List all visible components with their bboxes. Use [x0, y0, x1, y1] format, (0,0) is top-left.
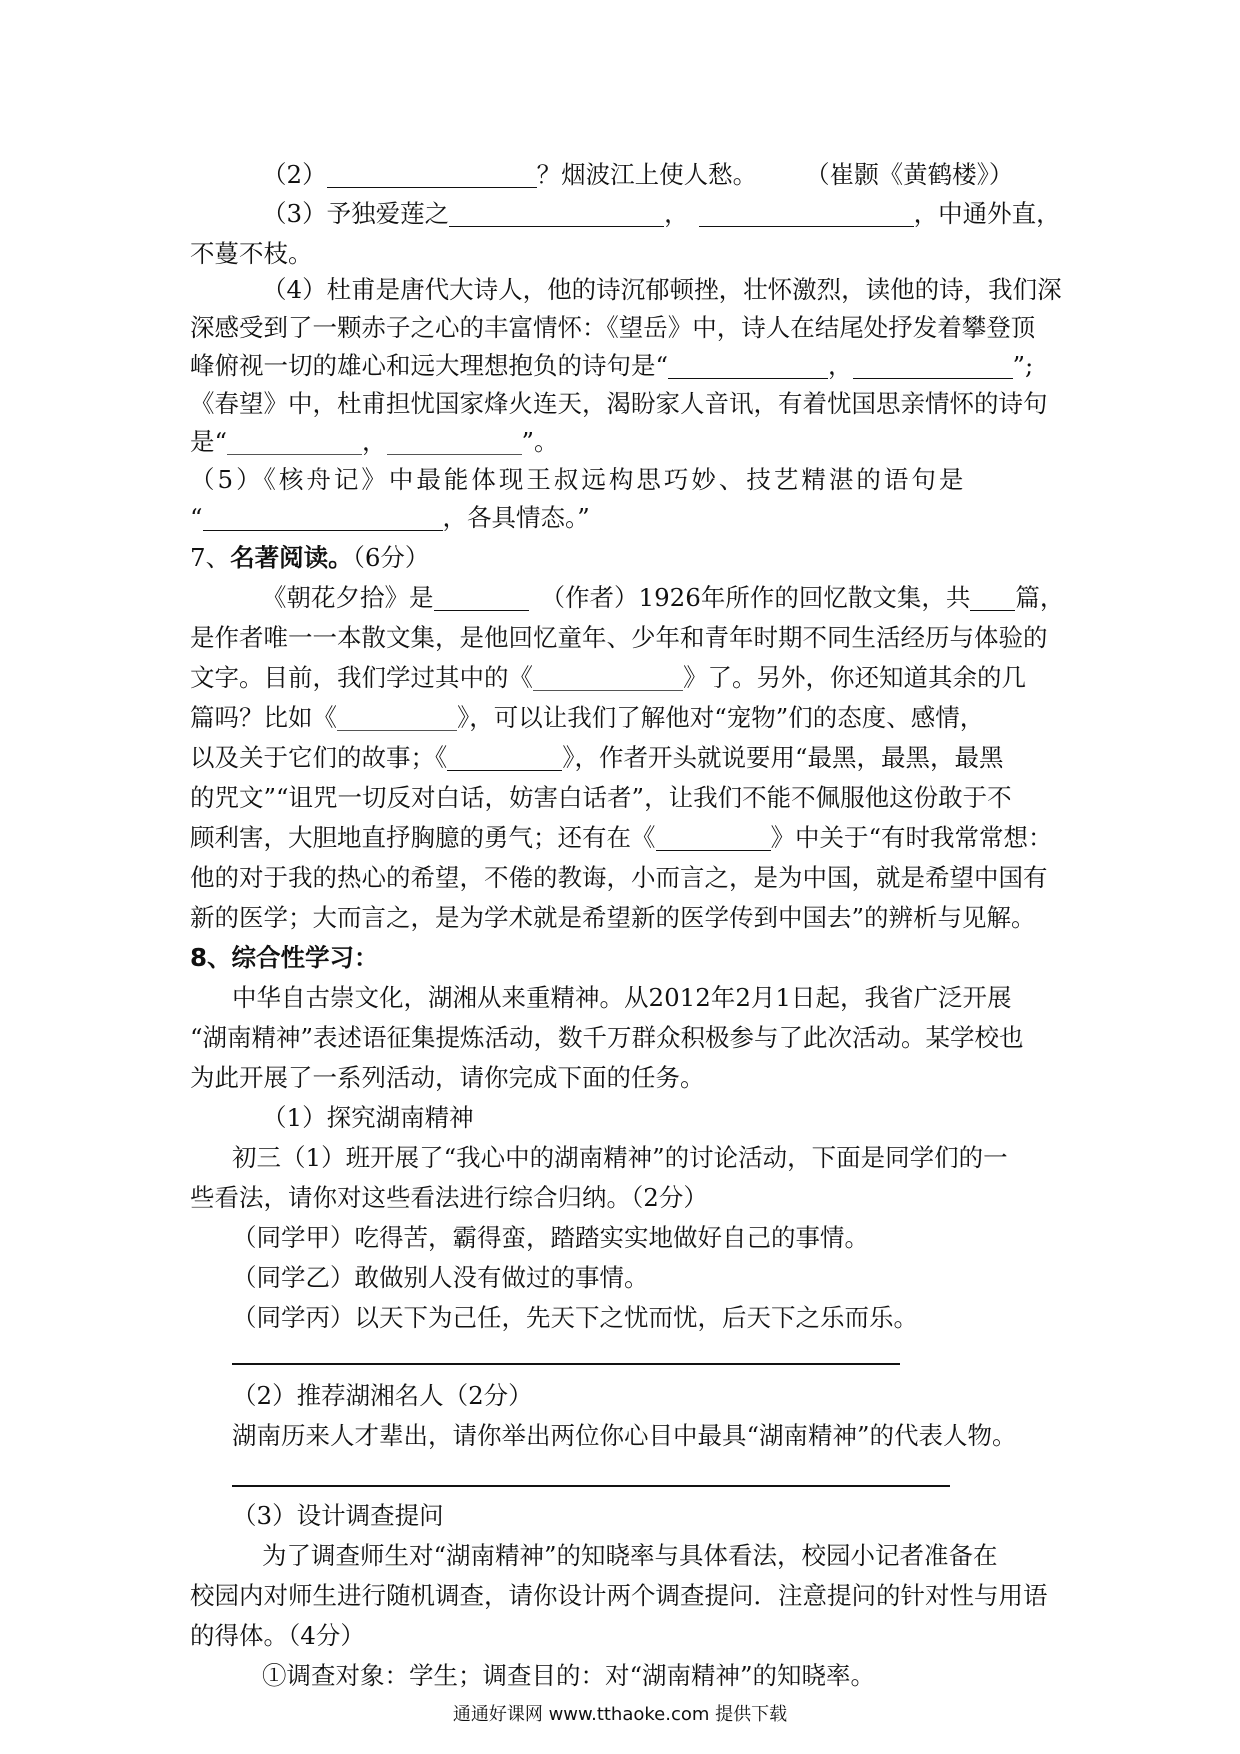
q8-s3-line2: 校园内对师生进行随机调查，请你设计两个调查提问．注意提问的针对性与用语	[190, 1581, 1048, 1610]
answer-blank[interactable]	[853, 352, 1013, 379]
q6-line-3-cont: 不蔓不枝。	[190, 239, 313, 268]
q8-s3-line3: 的得体。（4分）	[190, 1621, 365, 1650]
answer-blank[interactable]	[699, 200, 914, 227]
answer-blank[interactable]	[668, 352, 828, 379]
q6-p4-line2: 深感受到了一颗赤子之心的丰富情怀：《望岳》中，诗人在结尾处抒发着攀登顶	[190, 313, 1036, 342]
q8-s1-student-c: （同学丙）以天下为己任，先天下之忧而忧，后天下之乐而乐。	[232, 1303, 918, 1332]
q8-s3-line1: 为了调查师生对“湖南精神”的知晓率与具体看法，校园小记者准备在	[262, 1541, 998, 1570]
q8-title: 8、综合性学习：	[190, 943, 379, 972]
q6-line-2: （2） ？烟波江上使人愁。 （崔颢《黄鹤楼》）	[262, 160, 1014, 189]
answer-blank[interactable]	[327, 161, 537, 188]
q7-line4: 篇吗？比如《 》，可以让我们了解他对“宠物”们的态度、感情，	[190, 703, 985, 732]
q8-s1-title: （1）探究湖南精神	[262, 1103, 474, 1132]
q8-s1-line1: 初三（1）班开展了“我心中的湖南精神”的讨论活动，下面是同学们的一	[232, 1143, 1008, 1172]
q8-s1-student-a: （同学甲）吃得苦，霸得蛮，踏踏实实地做好自己的事情。	[232, 1223, 869, 1252]
answer-blank[interactable]	[533, 666, 683, 691]
answer-blank[interactable]	[203, 504, 443, 531]
answer-blank[interactable]	[447, 744, 562, 771]
q7-line5: 以及关于它们的故事；《 》，作者开头就说要用“最黑，最黑，最黑	[190, 743, 1004, 772]
answer-blank[interactable]	[387, 430, 522, 455]
q7-line9: 新的医学；大而言之，是为学术就是希望新的医学传到中国去”的辨析与见解。	[190, 903, 1036, 932]
page-footer: 通通好课网 www.tthaoke.com 提供下载	[452, 1704, 788, 1725]
count-blank[interactable]	[970, 584, 1015, 611]
q6-line-3: （3）予独爱莲之 ， ，中通外直，	[262, 199, 1061, 228]
answer-blank[interactable]	[656, 824, 771, 851]
q7-line7: 顾利害，大胆地直抒胸臆的勇气；还有在《 》中关于“有时我常常想：	[190, 823, 1053, 852]
answer-line[interactable]	[232, 1363, 900, 1365]
q6-p4-line5: 是“ ， ”。	[190, 427, 559, 456]
q8-s2-title: （2）推荐湖湘名人（2分）	[232, 1381, 533, 1410]
q6-p5-line1: （5）《核舟记》中最能体现王叔远构思巧妙、技艺精湛的语句是	[190, 465, 967, 494]
answer-blank[interactable]	[337, 706, 457, 731]
q8-intro2: “湖南精神”表述语征集提炼活动，数千万群众积极参与了此次活动。某学校也	[190, 1023, 1024, 1052]
q7-title: 7、名著阅读。（6分）	[190, 543, 430, 572]
q8-s1-line2: 些看法，请你对这些看法进行综合归纳。（2分）	[190, 1183, 708, 1212]
author-blank[interactable]	[434, 584, 529, 611]
q6-p4-line4: 《春望》中，杜甫担忧国家烽火连天，渴盼家人音讯，有着忧国思亲情怀的诗句	[190, 389, 1048, 418]
q7-line3: 文字。目前，我们学过其中的《 》了。另外，你还知道其余的几	[190, 663, 1026, 692]
q6-p4-line1: （4）杜甫是唐代大诗人，他的诗沉郁顿挫，壮怀激烈，读他的诗，我们深	[262, 275, 1062, 304]
q8-s3-title: （3）设计调查提问	[232, 1501, 444, 1530]
q7-line2: 是作者唯一一本散文集，是他回忆童年、少年和青年时期不同生活经历与体验的	[190, 623, 1048, 652]
q6-p4-line3: 峰俯视一切的雄心和远大理想抱负的诗句是“ ， ”;	[190, 351, 1034, 380]
answer-blank[interactable]	[227, 430, 362, 455]
answer-blank[interactable]	[449, 200, 664, 227]
q6-p5-line2: “ ，各具情态。”	[190, 503, 590, 532]
q7-line6: 的咒文”“诅咒一切反对白话，妨害白话者”，让我们不能不佩服他这份敢于不	[190, 783, 1012, 812]
q8-s3-item1: ①调查对象：学生；调查目的：对“湖南精神”的知晓率。	[262, 1661, 876, 1690]
q8-s2-line1: 湖南历来人才辈出，请你举出两位你心目中最具“湖南精神”的代表人物。	[232, 1421, 1017, 1450]
q7-line8: 他的对于我的热心的希望，不倦的教诲，小而言之，是为中国，就是希望中国有	[190, 863, 1048, 892]
q7-line1: 《朝花夕拾》是 （作者）1926年所作的回忆散文集，共 篇，	[262, 583, 1065, 612]
q8-intro1: 中华自古崇文化，湖湘从来重精神。从2012年2月1日起，我省广泛开展	[232, 983, 1012, 1012]
q8-intro3: 为此开展了一系列活动，请你完成下面的任务。	[190, 1063, 705, 1092]
answer-line[interactable]	[232, 1485, 950, 1487]
q8-s1-student-b: （同学乙）敢做别人没有做过的事情。	[232, 1263, 649, 1292]
